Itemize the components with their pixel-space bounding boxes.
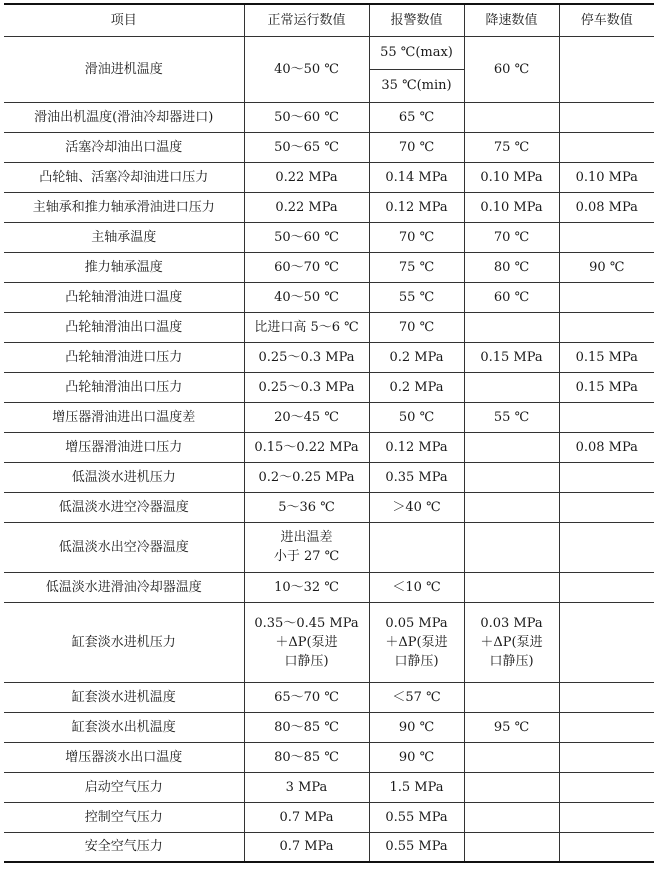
table-row	[4, 462, 654, 492]
header-normal: 正常运行数值	[244, 4, 369, 36]
table-row	[4, 252, 654, 282]
table-row	[4, 802, 654, 832]
cell-slowdown: 70 ℃	[464, 222, 559, 252]
cell-slowdown	[464, 312, 559, 342]
cell-alarm: 0.55 MPa	[369, 832, 464, 862]
cell-alarm: 0.35 MPa	[369, 462, 464, 492]
cell-slowdown	[464, 462, 559, 492]
cell-normal-line: 0.35～0.45 MPa	[254, 615, 359, 631]
cell-alarm: 70 ℃	[369, 132, 464, 162]
cell-normal: 0.7 MPa	[244, 832, 369, 862]
table-row	[4, 432, 654, 462]
header-alarm: 报警数值	[369, 4, 464, 36]
cell-slowdown	[464, 102, 559, 132]
cell-normal-line: 小于 27 ℃	[273, 549, 340, 564]
cell-item: 主轴承温度	[4, 222, 244, 252]
cell-item: 凸轮轴、活塞冷却油进口压力	[4, 162, 244, 192]
cell-item: 安全空气压力	[4, 832, 244, 862]
cell-normal: 比进口高 5～6 ℃	[244, 312, 369, 342]
cell-slowdown	[464, 522, 559, 572]
cell-normal: 10～32 ℃	[244, 572, 369, 602]
cell-normal: 60～70 ℃	[244, 252, 369, 282]
table-row	[4, 572, 654, 602]
cell-slowdown: 80 ℃	[464, 252, 559, 282]
cell-shutdown	[559, 572, 654, 602]
cell-shutdown	[559, 462, 654, 492]
cell-slowdown	[464, 602, 559, 682]
cell-alarm	[369, 602, 464, 682]
cell-alarm: 55 ℃	[369, 282, 464, 312]
cell-alarm: 50 ℃	[369, 402, 464, 432]
cell-item: 增压器滑油进出口温度差	[4, 402, 244, 432]
cell-normal: 0.2～0.25 MPa	[244, 462, 369, 492]
cell-alarm: ＞40 ℃	[369, 492, 464, 522]
cell-shutdown	[559, 802, 654, 832]
cell-normal: 80～85 ℃	[244, 742, 369, 772]
cell-alarm: 1.5 MPa	[369, 772, 464, 802]
cell-shutdown	[559, 36, 654, 102]
cell-normal-line: 口静压)	[284, 653, 329, 669]
cell-slowdown	[464, 742, 559, 772]
cell-slowdown	[464, 492, 559, 522]
cell-slowdown	[464, 432, 559, 462]
cell-alarm: 0.12 MPa	[369, 432, 464, 462]
table-row	[4, 492, 654, 522]
cell-shutdown	[559, 682, 654, 712]
cell-alarm: 90 ℃	[369, 712, 464, 742]
cell-item: 缸套淡水进机压力	[4, 602, 244, 682]
cell-normal-line: 进出温差	[280, 530, 333, 545]
table-row	[4, 372, 654, 402]
cell-normal	[244, 602, 369, 682]
cell-slowdown: 75 ℃	[464, 132, 559, 162]
cell-alarm: 65 ℃	[369, 102, 464, 132]
table-row	[4, 832, 654, 862]
cell-shutdown: 0.15 MPa	[559, 372, 654, 402]
cell-slowdown-line: 0.03 MPa	[480, 615, 543, 631]
cell-shutdown: 0.08 MPa	[559, 192, 654, 222]
cell-shutdown	[559, 742, 654, 772]
cell-alarm-line: ＋ΔP(泵进	[385, 634, 448, 650]
table-row	[4, 102, 654, 132]
header-item: 项目	[4, 4, 244, 36]
cell-item: 滑油出机温度(滑油冷却器进口)	[4, 102, 244, 132]
table-row	[4, 312, 654, 342]
cell-item: 增压器滑油进口压力	[4, 432, 244, 462]
cell-item: 低温淡水进机压力	[4, 462, 244, 492]
cell-item: 缸套淡水进机温度	[4, 682, 244, 712]
cell-slowdown	[464, 802, 559, 832]
cell-normal: 0.22 MPa	[244, 162, 369, 192]
cell-alarm-min: 35 ℃(min)	[369, 69, 464, 102]
cell-slowdown: 55 ℃	[464, 402, 559, 432]
cell-alarm-max: 55 ℃(max)	[369, 36, 464, 69]
cell-shutdown: 0.08 MPa	[559, 432, 654, 462]
cell-shutdown	[559, 402, 654, 432]
cell-normal: 50～60 ℃	[244, 222, 369, 252]
cell-alarm: ＜10 ℃	[369, 572, 464, 602]
cell-normal: 0.15～0.22 MPa	[244, 432, 369, 462]
cell-shutdown	[559, 282, 654, 312]
cell-item: 滑油进机温度	[4, 36, 244, 102]
cell-item: 凸轮轴滑油出口温度	[4, 312, 244, 342]
cell-alarm-line: 口静压)	[394, 653, 439, 669]
cell-alarm: 0.2 MPa	[369, 372, 464, 402]
cell-normal: 40～50 ℃	[244, 282, 369, 312]
header-shutdown: 停车数值	[559, 4, 654, 36]
cell-slowdown: 60 ℃	[464, 36, 559, 102]
cell-normal: 3 MPa	[244, 772, 369, 802]
cell-normal: 65～70 ℃	[244, 682, 369, 712]
cell-item: 增压器淡水出口温度	[4, 742, 244, 772]
cell-slowdown	[464, 772, 559, 802]
cell-item: 低温淡水进滑油冷却器温度	[4, 572, 244, 602]
engine-parameter-table	[4, 3, 654, 863]
cell-normal: 50～60 ℃	[244, 102, 369, 132]
cell-item: 推力轴承温度	[4, 252, 244, 282]
table-row	[4, 772, 654, 802]
table-row	[4, 162, 654, 192]
cell-slowdown: 0.10 MPa	[464, 192, 559, 222]
cell-alarm: 70 ℃	[369, 312, 464, 342]
table-row	[4, 342, 654, 372]
cell-item: 控制空气压力	[4, 802, 244, 832]
cell-normal: 20～45 ℃	[244, 402, 369, 432]
cell-slowdown: 95 ℃	[464, 712, 559, 742]
cell-shutdown	[559, 522, 654, 572]
cell-normal: 80～85 ℃	[244, 712, 369, 742]
cell-slowdown-line: ＋ΔP(泵进	[480, 634, 543, 650]
cell-alarm: 0.55 MPa	[369, 802, 464, 832]
cell-alarm: 0.12 MPa	[369, 192, 464, 222]
cell-slowdown	[464, 372, 559, 402]
cell-shutdown	[559, 492, 654, 522]
table-row	[4, 192, 654, 222]
cell-alarm: 0.2 MPa	[369, 342, 464, 372]
cell-slowdown: 60 ℃	[464, 282, 559, 312]
cell-slowdown: 0.15 MPa	[464, 342, 559, 372]
cell-normal: 0.22 MPa	[244, 192, 369, 222]
cell-shutdown: 0.10 MPa	[559, 162, 654, 192]
table-row	[4, 222, 654, 252]
cell-item: 凸轮轴滑油出口压力	[4, 372, 244, 402]
cell-alarm	[369, 522, 464, 572]
cell-shutdown	[559, 132, 654, 162]
cell-normal: 50～65 ℃	[244, 132, 369, 162]
header-slowdown: 降速数值	[464, 4, 559, 36]
cell-item: 活塞冷却油出口温度	[4, 132, 244, 162]
cell-slowdown	[464, 682, 559, 712]
cell-alarm: 0.14 MPa	[369, 162, 464, 192]
table-row	[4, 682, 654, 712]
table-row	[4, 522, 654, 572]
cell-shutdown	[559, 602, 654, 682]
cell-item: 主轴承和推力轴承滑油进口压力	[4, 192, 244, 222]
cell-normal: 0.25～0.3 MPa	[244, 372, 369, 402]
cell-shutdown	[559, 832, 654, 862]
cell-shutdown	[559, 102, 654, 132]
cell-slowdown	[464, 572, 559, 602]
table-row	[4, 36, 654, 69]
table-row	[4, 742, 654, 772]
table-row	[4, 282, 654, 312]
cell-item: 缸套淡水出机温度	[4, 712, 244, 742]
cell-alarm: ＜57 ℃	[369, 682, 464, 712]
cell-slowdown: 0.10 MPa	[464, 162, 559, 192]
cell-shutdown	[559, 222, 654, 252]
cell-shutdown	[559, 712, 654, 742]
cell-item: 启动空气压力	[4, 772, 244, 802]
cell-shutdown: 0.15 MPa	[559, 342, 654, 372]
cell-shutdown	[559, 772, 654, 802]
cell-item: 低温淡水进空冷器温度	[4, 492, 244, 522]
cell-item: 低温淡水出空冷器温度	[4, 522, 244, 572]
table-row	[4, 602, 654, 682]
cell-normal: 0.25～0.3 MPa	[244, 342, 369, 372]
cell-alarm: 70 ℃	[369, 222, 464, 252]
cell-normal	[244, 522, 369, 572]
cell-shutdown	[559, 312, 654, 342]
cell-slowdown-line: 口静压)	[489, 653, 534, 669]
cell-normal: 40～50 ℃	[244, 36, 369, 102]
cell-normal-line: ＋ΔP(泵进	[275, 634, 338, 650]
cell-slowdown	[464, 832, 559, 862]
cell-item: 凸轮轴滑油进口压力	[4, 342, 244, 372]
cell-normal: 5～36 ℃	[244, 492, 369, 522]
cell-alarm: 75 ℃	[369, 252, 464, 282]
cell-item: 凸轮轴滑油进口温度	[4, 282, 244, 312]
cell-alarm-line: 0.05 MPa	[385, 615, 448, 631]
table-row	[4, 402, 654, 432]
cell-normal: 0.7 MPa	[244, 802, 369, 832]
table-row	[4, 132, 654, 162]
cell-alarm: 90 ℃	[369, 742, 464, 772]
cell-shutdown: 90 ℃	[559, 252, 654, 282]
table-row	[4, 712, 654, 742]
